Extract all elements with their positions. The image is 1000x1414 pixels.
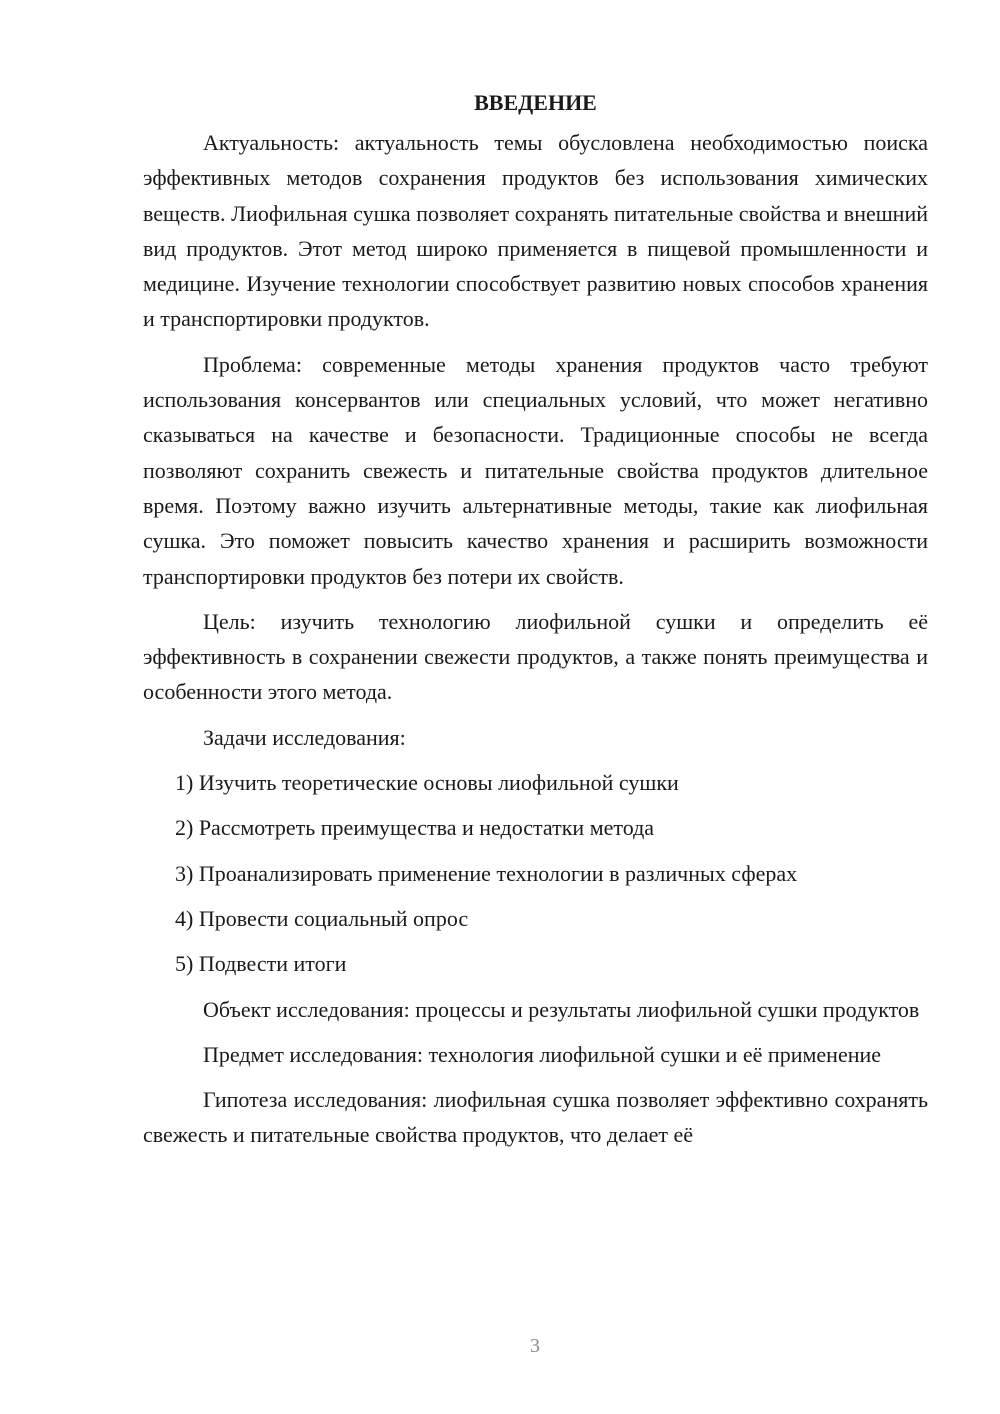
tasks-list — [143, 765, 928, 981]
relevance-paragraph: Актуальность: актуальность темы обусловлена необходимостью поиска эффективных методов сохранения продуктов без использования химических веществ. Лиофильная сушка позволяет сохранять питательные свойства и внешний вид продуктов. Этот метод широко применяется в пищевой промышленности и медицине. Изучение технологии способствует развитию новых способов хранения и транспортировки продуктов. — [143, 130, 928, 332]
page-number: 3 — [530, 1335, 540, 1357]
task-item: 3) Проанализировать применение технологии в различных сферах — [175, 860, 798, 886]
document-page — [143, 88, 928, 1163]
section-title: ВВЕДЕНИЕ — [474, 90, 597, 115]
problem-paragraph: Проблема: современные методы хранения продуктов часто требуют использования консервантов или специальных условий, что может негативно сказываться на качестве и безопасности. Традиционные способы не всегда позволяют сохранить свежесть и питательные свойства продуктов длительное время. Поэтому важно изучить альтернативные методы, такие как лиофильная сушка. Это поможет повысить качество хранения и расширить возможности транспортировки продуктов без потери их свойств. — [143, 351, 928, 589]
task-item: 4) Провести социальный опрос — [175, 905, 469, 931]
hypothesis-paragraph: Гипотеза исследования: лиофильная сушка позволяет эффективно сохранять свежесть и питательные свойства продуктов, что делает её — [143, 1087, 928, 1148]
task-item: 1) Изучить теоретические основы лиофильной сушки — [175, 770, 679, 796]
goal-paragraph: Цель: изучить технологию лиофильной сушки и определить её эффективность в сохранении свежести продуктов, а также понять преимущества и особенности этого метода. — [143, 608, 928, 705]
object-paragraph: Объект исследования: процессы и результаты лиофильной сушки продуктов — [203, 996, 920, 1022]
task-item: 5) Подвести итоги — [175, 951, 347, 977]
tasks-heading: Задачи исследования: — [203, 724, 406, 750]
task-item: 2) Рассмотреть преимущества и недостатки метода — [175, 815, 655, 841]
subject-paragraph: Предмет исследования: технология лиофильной сушки и её применение — [203, 1041, 882, 1067]
